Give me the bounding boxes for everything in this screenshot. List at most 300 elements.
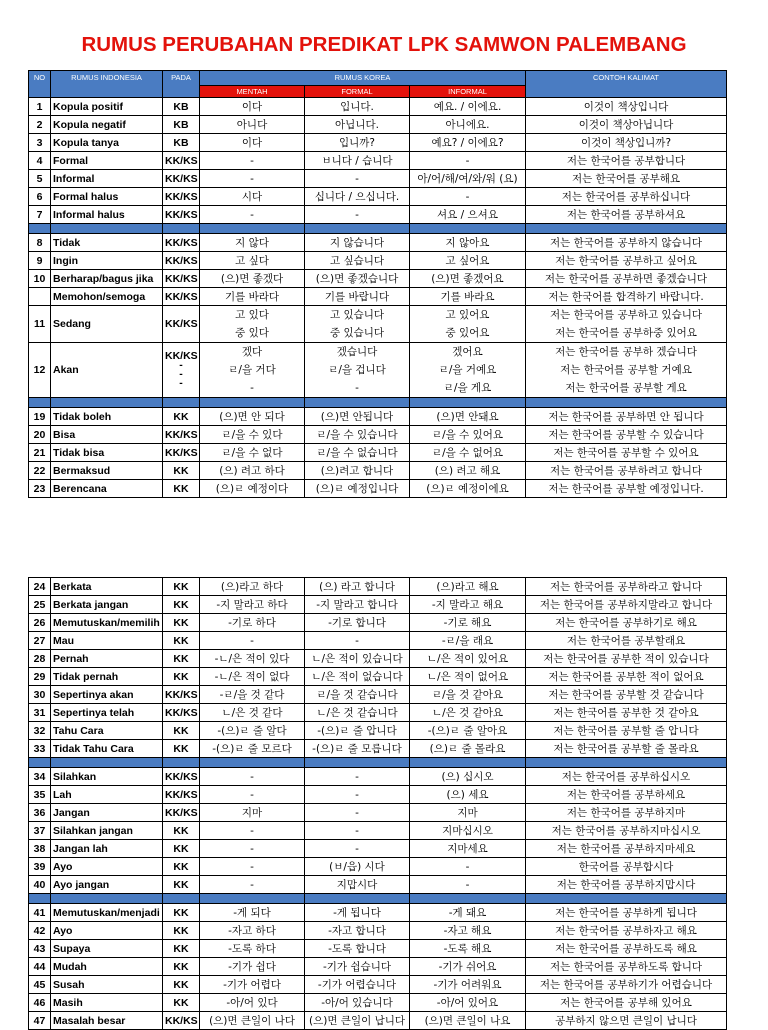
table-row xyxy=(29,426,727,444)
cell-line: ㄹ/을 게요 xyxy=(443,382,492,394)
contoh-kalimat-cell: 저는 한국어를 공부하도록 합니다 xyxy=(526,958,727,976)
mentah-cell: -기로 하다 xyxy=(200,614,305,632)
contoh-kalimat-cell: 저는 한국어를 공부한 적이 있습니다 xyxy=(526,650,727,668)
informal-cell: (으)면 안돼요 xyxy=(410,408,526,426)
mentah-cell: 아니다 xyxy=(200,116,305,134)
rumus-indonesia-cell: Kopula tanya xyxy=(51,134,163,152)
cell-line: 겠습니다 xyxy=(336,346,378,358)
table-row xyxy=(29,116,727,134)
contoh-kalimat-cell: 저는 한국어를 공부하게 됩니다 xyxy=(526,904,727,922)
header-row xyxy=(29,71,727,86)
conversion-table-1 xyxy=(28,70,727,498)
rumus-indonesia-cell: Formal halus xyxy=(51,188,163,206)
rumus-indonesia-cell: Bisa xyxy=(51,426,163,444)
mentah-cell: - xyxy=(200,822,305,840)
table-row xyxy=(29,822,727,840)
separator-cell xyxy=(410,894,526,904)
cell-line: KK/KS xyxy=(165,350,198,362)
rumus-indonesia-cell: Ayo jangan xyxy=(51,876,163,894)
mentah-cell: -지 말라고 하다 xyxy=(200,596,305,614)
row-number: 11 xyxy=(29,306,51,343)
informal-cell: ㄴ/은 적이 없어요 xyxy=(410,668,526,686)
table-row xyxy=(29,288,727,306)
formal-cell: ㅂ니다 / 습니다 xyxy=(305,152,410,170)
cell-line: ㄹ/을 거예요 xyxy=(438,364,497,376)
rumus-indonesia-cell: Supaya xyxy=(51,940,163,958)
informal-cell: 고 싶어요 xyxy=(410,252,526,270)
separator-cell xyxy=(51,758,163,768)
row-number: 44 xyxy=(29,958,51,976)
informal-cell: (으)면 큰일이 나요 xyxy=(410,1012,526,1030)
informal-cell: -(으)ㄹ 줄 알아요 xyxy=(410,722,526,740)
rumus-indonesia-cell: Informal xyxy=(51,170,163,188)
informal-cell: 아니에요. xyxy=(410,116,526,134)
rumus-indonesia-cell: Mudah xyxy=(51,958,163,976)
pada-cell: KK xyxy=(163,614,200,632)
pada-cell: KK/KS xyxy=(163,170,200,188)
contoh-kalimat-cell: 저는 한국어를 공부하셔요 xyxy=(526,206,727,224)
mentah-cell: -ㄴ/은 적이 없다 xyxy=(200,668,305,686)
pada-cell: KK/KS xyxy=(163,426,200,444)
separator-cell xyxy=(163,224,200,234)
table-row xyxy=(29,408,727,426)
pada-cell: KK xyxy=(163,578,200,596)
pada-cell: KK xyxy=(163,940,200,958)
row-number: 3 xyxy=(29,134,51,152)
formal-cell: - xyxy=(305,206,410,224)
mentah-cell: -ㄹ/을 것 같다 xyxy=(200,686,305,704)
formal-cell: - xyxy=(305,632,410,650)
section-separator xyxy=(29,758,727,768)
table-row xyxy=(29,786,727,804)
pada-cell: KK xyxy=(163,858,200,876)
cell-line: 고 있다 xyxy=(235,309,269,321)
informal-cell: (으)ㄹ 예정이에요 xyxy=(410,480,526,498)
mentah-cell: - xyxy=(200,840,305,858)
informal-cell: (으) 세요 xyxy=(410,786,526,804)
pada-cell: KK xyxy=(163,722,200,740)
cell-line: - xyxy=(179,359,183,371)
table-row xyxy=(29,578,727,596)
informal-cell: (으)라고 해요 xyxy=(410,578,526,596)
rumus-indonesia-cell: Ayo xyxy=(51,858,163,876)
formal-cell: (ㅂ/읍) 시다 xyxy=(305,858,410,876)
formal-cell: - xyxy=(305,170,410,188)
table-row xyxy=(29,722,727,740)
pada-cell: KB xyxy=(163,98,200,116)
pada-cell: KK/KS xyxy=(163,188,200,206)
cell-line: - xyxy=(250,382,254,394)
mentah-cell: - xyxy=(200,876,305,894)
cell-line: 저는 한국어를 공부하중 있어요 xyxy=(555,327,697,339)
formal-cell: 입니다. xyxy=(305,98,410,116)
formal-cell: - xyxy=(305,822,410,840)
mentah-cell: (으)라고 하다 xyxy=(200,578,305,596)
table-row xyxy=(29,206,727,224)
formal-cell: - xyxy=(305,840,410,858)
row-number: 39 xyxy=(29,858,51,876)
informal-cell: ㄹ/을 수 없어요 xyxy=(410,444,526,462)
rumus-indonesia-cell: Silahkan jangan xyxy=(51,822,163,840)
mentah-cell: - xyxy=(200,170,305,188)
table-row xyxy=(29,976,727,994)
row-number: 29 xyxy=(29,668,51,686)
row-number: 30 xyxy=(29,686,51,704)
pada-cell: KK/KS xyxy=(163,686,200,704)
separator-cell xyxy=(305,758,410,768)
contoh-kalimat-cell: 저는 한국어를 공부합니다 xyxy=(526,152,727,170)
rumus-indonesia-cell: Jangan lah xyxy=(51,840,163,858)
rumus-indonesia-cell: Sepertinya akan xyxy=(51,686,163,704)
contoh-kalimat-cell: 저는 한국어를 공부할 수 있습니다 xyxy=(526,426,727,444)
row-number: 20 xyxy=(29,426,51,444)
pada-cell: KK xyxy=(163,822,200,840)
pada-cell: KK/KS xyxy=(163,704,200,722)
cell-line: 고 있어요 xyxy=(445,309,490,321)
mentah-cell: 고 싶다 xyxy=(200,252,305,270)
pada-cell: KK xyxy=(163,922,200,940)
pada-cell: KK xyxy=(163,840,200,858)
pada-cell: KK/KS xyxy=(163,1012,200,1030)
row-number xyxy=(29,288,51,306)
table-row xyxy=(29,98,727,116)
rumus-indonesia-cell: Tidak xyxy=(51,234,163,252)
informal-cell: - xyxy=(410,858,526,876)
rumus-indonesia-cell: Akan xyxy=(51,343,163,398)
contoh-kalimat-cell: 저는 한국어를 공부하지마십시오 xyxy=(526,822,727,840)
rumus-indonesia-cell: Memutuskan/memilih xyxy=(51,614,163,632)
formal-cell: (으)면 안됩니다 xyxy=(305,408,410,426)
row-number: 28 xyxy=(29,650,51,668)
row-number: 9 xyxy=(29,252,51,270)
row-number: 37 xyxy=(29,822,51,840)
separator-cell xyxy=(29,224,51,234)
table-row xyxy=(29,686,727,704)
contoh-kalimat-cell: 저는 한국어를 공부할래요 xyxy=(526,632,727,650)
informal-cell: 예요? / 이에요? xyxy=(410,134,526,152)
contoh-kalimat-cell: 저는 한국어를 공부할 수 있어요 xyxy=(526,444,727,462)
formal-cell: (으) 라고 합니다 xyxy=(305,578,410,596)
formal-cell xyxy=(305,306,410,343)
informal-cell: (으) 려고 해요 xyxy=(410,462,526,480)
table-row xyxy=(29,740,727,758)
formal-cell: (으)면 좋겠습니다 xyxy=(305,270,410,288)
cell-line: - xyxy=(179,368,183,380)
rumus-indonesia-cell: Bermaksud xyxy=(51,462,163,480)
table-row xyxy=(29,170,727,188)
pada-cell: KK xyxy=(163,650,200,668)
header-pada: PADA xyxy=(163,71,200,98)
row-number: 25 xyxy=(29,596,51,614)
formal-cell: 기를 바랍니다 xyxy=(305,288,410,306)
formal-cell: (으)려고 합니다 xyxy=(305,462,410,480)
table-row xyxy=(29,840,727,858)
pada-cell: KK xyxy=(163,632,200,650)
pada-cell: KK xyxy=(163,958,200,976)
row-number: 8 xyxy=(29,234,51,252)
row-number: 45 xyxy=(29,976,51,994)
row-number: 31 xyxy=(29,704,51,722)
mentah-cell: - xyxy=(200,786,305,804)
cell-line: 중 있어요 xyxy=(445,327,490,339)
separator-cell xyxy=(29,758,51,768)
mentah-cell: ㄴ/은 것 같다 xyxy=(200,704,305,722)
pada-cell: KK/KS xyxy=(163,152,200,170)
table-row xyxy=(29,922,727,940)
page-title: RUMUS PERUBAHAN PREDIKAT LPK SAMWON PALEMBANG xyxy=(81,33,687,56)
informal-cell: 아/어/해/여/와/워 (요) xyxy=(410,170,526,188)
pada-cell: KK xyxy=(163,904,200,922)
formal-cell: -기로 합니다 xyxy=(305,614,410,632)
header-rumus-korea: RUMUS KOREA xyxy=(200,71,526,86)
pada-cell: KK/KS xyxy=(163,786,200,804)
separator-cell xyxy=(51,398,163,408)
rumus-indonesia-cell: Tahu Cara xyxy=(51,722,163,740)
row-number: 22 xyxy=(29,462,51,480)
separator-cell xyxy=(29,398,51,408)
rumus-indonesia-cell: Lah xyxy=(51,786,163,804)
mentah-cell: 지 않다 xyxy=(200,234,305,252)
row-number: 46 xyxy=(29,994,51,1012)
separator-cell xyxy=(526,894,727,904)
cell-line: 중 있습니다 xyxy=(329,327,385,339)
informal-cell: - xyxy=(410,152,526,170)
informal-cell: -아/어 있어요 xyxy=(410,994,526,1012)
rumus-indonesia-cell: Berkata jangan xyxy=(51,596,163,614)
table-row xyxy=(29,234,727,252)
formal-cell: 입니까? xyxy=(305,134,410,152)
pada-cell: KB xyxy=(163,134,200,152)
separator-cell xyxy=(410,758,526,768)
separator-cell xyxy=(51,894,163,904)
informal-cell: 지 않아요 xyxy=(410,234,526,252)
conversion-table-2 xyxy=(28,577,727,1030)
pada-cell xyxy=(163,343,200,398)
formal-cell: 십니다 / 으십니다. xyxy=(305,188,410,206)
rumus-indonesia-cell: Kopula positif xyxy=(51,98,163,116)
separator-cell xyxy=(305,398,410,408)
row-number: 5 xyxy=(29,170,51,188)
table-row xyxy=(29,134,727,152)
table-row xyxy=(29,940,727,958)
mentah-cell: - xyxy=(200,632,305,650)
formal-cell: ㄴ/은 적이 있습니다 xyxy=(305,650,410,668)
table-row xyxy=(29,343,727,398)
pada-cell: KK/KS xyxy=(163,768,200,786)
table-row xyxy=(29,650,727,668)
informal-cell: -기가 쉬어요 xyxy=(410,958,526,976)
row-number: 38 xyxy=(29,840,51,858)
informal-cell: -도록 해요 xyxy=(410,940,526,958)
row-number: 34 xyxy=(29,768,51,786)
contoh-kalimat-cell: 저는 한국어를 공부하십니다 xyxy=(526,188,727,206)
section-separator xyxy=(29,224,727,234)
mentah-cell: ㄹ/을 수 있다 xyxy=(200,426,305,444)
table-row xyxy=(29,804,727,822)
formal-cell: 고 싶습니다 xyxy=(305,252,410,270)
mentah-cell: -기가 어렵다 xyxy=(200,976,305,994)
formal-cell: ㄹ/을 것 같습니다 xyxy=(305,686,410,704)
contoh-kalimat-cell: 저는 한국어를 공부한 적이 없어요 xyxy=(526,668,727,686)
contoh-kalimat-cell: 저는 한국어를 공부하지말라고 합니다 xyxy=(526,596,727,614)
rumus-indonesia-cell: Kopula negatif xyxy=(51,116,163,134)
contoh-kalimat-cell: 저는 한국어를 공부할 줄 압니다 xyxy=(526,722,727,740)
formal-cell: -자고 합니다 xyxy=(305,922,410,940)
rumus-indonesia-cell: Ayo xyxy=(51,922,163,940)
formal-cell: -(으)ㄹ 줄 압니다 xyxy=(305,722,410,740)
table-row xyxy=(29,876,727,894)
separator-cell xyxy=(51,224,163,234)
row-number: 10 xyxy=(29,270,51,288)
cell-line: 저는 한국어를 공부하고 있습니다 xyxy=(549,309,702,321)
rumus-indonesia-cell: Silahkan xyxy=(51,768,163,786)
contoh-kalimat-cell: 저는 한국어를 공부할 것 같습니다 xyxy=(526,686,727,704)
rumus-indonesia-cell: Pernah xyxy=(51,650,163,668)
formal-cell: -아/어 있습니다 xyxy=(305,994,410,1012)
informal-cell: -기가 어려워요 xyxy=(410,976,526,994)
contoh-kalimat-cell: 저는 한국어를 공부하세요 xyxy=(526,786,727,804)
informal-cell: -자고 해요 xyxy=(410,922,526,940)
formal-cell: (으)면 큰일이 납니다 xyxy=(305,1012,410,1030)
informal-cell: ㄹ/을 것 같아요 xyxy=(410,686,526,704)
rumus-indonesia-cell: Masih xyxy=(51,994,163,1012)
informal-cell: 지마세요 xyxy=(410,840,526,858)
mentah-cell: 이다 xyxy=(200,98,305,116)
row-number: 42 xyxy=(29,922,51,940)
section-separator xyxy=(29,894,727,904)
contoh-kalimat-cell: 공부하지 않으면 큰일이 납니다 xyxy=(526,1012,727,1030)
separator-cell xyxy=(410,224,526,234)
rumus-indonesia-cell: Masalah besar xyxy=(51,1012,163,1030)
row-number: 21 xyxy=(29,444,51,462)
header-informal: INFORMAL xyxy=(410,86,526,98)
mentah-cell xyxy=(200,343,305,398)
pada-cell: KK/KS xyxy=(163,444,200,462)
row-number: 24 xyxy=(29,578,51,596)
formal-cell: (으)ㄹ 예정입니다 xyxy=(305,480,410,498)
formal-cell: ㄴ/은 것 같습니다 xyxy=(305,704,410,722)
row-number: 43 xyxy=(29,940,51,958)
contoh-kalimat-cell: 저는 한국어를 공부하지맙시다 xyxy=(526,876,727,894)
row-number: 36 xyxy=(29,804,51,822)
rumus-indonesia-cell: Susah xyxy=(51,976,163,994)
cell-line: 고 있습니다 xyxy=(329,309,385,321)
row-number: 35 xyxy=(29,786,51,804)
mentah-cell: -아/어 있다 xyxy=(200,994,305,1012)
contoh-kalimat-cell: 이것이 책상아닙니다 xyxy=(526,116,727,134)
cell-line: - xyxy=(179,377,183,389)
informal-cell: 셔요 / 으셔요 xyxy=(410,206,526,224)
formal-cell: - xyxy=(305,786,410,804)
mentah-cell: 이다 xyxy=(200,134,305,152)
contoh-kalimat-cell: 저는 한국어를 공부하려고 합니다 xyxy=(526,462,727,480)
cell-line: 중 있다 xyxy=(235,327,269,339)
cell-line: ㄹ/을 겁니다 xyxy=(328,364,386,376)
informal-cell: -기로 해요 xyxy=(410,614,526,632)
informal-cell: ㄴ/은 것 같아요 xyxy=(410,704,526,722)
rumus-indonesia-cell: Tidak Tahu Cara xyxy=(51,740,163,758)
row-number: 4 xyxy=(29,152,51,170)
mentah-cell: (으) 려고 하다 xyxy=(200,462,305,480)
mentah-cell: -도록 하다 xyxy=(200,940,305,958)
mentah-cell: 시다 xyxy=(200,188,305,206)
contoh-kalimat-cell: 저는 한국어를 공부하십시오 xyxy=(526,768,727,786)
contoh-kalimat-cell: 저는 한국어를 공부하기가 어렵습니다 xyxy=(526,976,727,994)
contoh-kalimat-cell: 저는 한국어를 합격하기 바랍니다. xyxy=(526,288,727,306)
row-number: 6 xyxy=(29,188,51,206)
formal-cell: 아닙니다. xyxy=(305,116,410,134)
pada-cell: KK/KS xyxy=(163,206,200,224)
formal-cell: 지 않습니다 xyxy=(305,234,410,252)
rumus-indonesia-cell: Tidak bisa xyxy=(51,444,163,462)
separator-cell xyxy=(200,758,305,768)
informal-cell: (으)ㄹ 줄 몰라요 xyxy=(410,740,526,758)
mentah-cell: ㄹ/을 수 없다 xyxy=(200,444,305,462)
cell-line: ㄹ/을 거다 xyxy=(228,364,276,376)
pada-cell: KK/KS xyxy=(163,288,200,306)
pada-cell: KB xyxy=(163,116,200,134)
contoh-kalimat-cell: 저는 한국어를 공부하라고 합니다 xyxy=(526,578,727,596)
contoh-kalimat-cell: 한국어를 공부합시다 xyxy=(526,858,727,876)
table-row xyxy=(29,704,727,722)
pada-cell: KK/KS xyxy=(163,306,200,343)
contoh-kalimat-cell: 이것이 책상입니까? xyxy=(526,134,727,152)
rumus-indonesia-cell: Formal xyxy=(51,152,163,170)
rumus-indonesia-cell: Mau xyxy=(51,632,163,650)
cell-line: 저는 한국어를 공부하 겠습니다 xyxy=(555,346,697,358)
row-number: 7 xyxy=(29,206,51,224)
table-row xyxy=(29,858,727,876)
pada-cell: KK/KS xyxy=(163,234,200,252)
table-row xyxy=(29,444,727,462)
pada-cell: KK/KS xyxy=(163,804,200,822)
formal-cell: - xyxy=(305,768,410,786)
separator-cell xyxy=(200,398,305,408)
separator-cell xyxy=(526,224,727,234)
pada-cell: KK xyxy=(163,976,200,994)
contoh-kalimat-cell: 저는 한국어를 공부하면 좋겠습니다 xyxy=(526,270,727,288)
mentah-cell: - xyxy=(200,858,305,876)
table-row xyxy=(29,994,727,1012)
separator-cell xyxy=(526,398,727,408)
informal-cell: -게 돼요 xyxy=(410,904,526,922)
informal-cell: -지 말라고 해요 xyxy=(410,596,526,614)
informal-cell: (으)면 좋겠어요 xyxy=(410,270,526,288)
contoh-kalimat-cell xyxy=(526,343,727,398)
row-number: 27 xyxy=(29,632,51,650)
table-row xyxy=(29,270,727,288)
contoh-kalimat-cell: 저는 한국어를 공부하지 않습니다 xyxy=(526,234,727,252)
row-number: 32 xyxy=(29,722,51,740)
mentah-cell: -기가 쉽다 xyxy=(200,958,305,976)
row-number: 2 xyxy=(29,116,51,134)
table-row xyxy=(29,904,727,922)
contoh-kalimat-cell: 이것이 책상입니다 xyxy=(526,98,727,116)
mentah-cell: (으)면 좋겠다 xyxy=(200,270,305,288)
table-row xyxy=(29,188,727,206)
row-number: 12 xyxy=(29,343,51,398)
mentah-cell: -ㄴ/은 적이 있다 xyxy=(200,650,305,668)
rumus-indonesia-cell: Memohon/semoga xyxy=(51,288,163,306)
informal-cell xyxy=(410,343,526,398)
formal-cell: -기가 어렵습니다 xyxy=(305,976,410,994)
separator-cell xyxy=(200,894,305,904)
row-number: 33 xyxy=(29,740,51,758)
header-rumus-indonesia: RUMUS INDONESIA xyxy=(51,71,163,98)
rumus-indonesia-cell: Tidak pernah xyxy=(51,668,163,686)
formal-cell: -(으)ㄹ 줄 모릅니다 xyxy=(305,740,410,758)
cell-line: 저는 한국어를 공부할 게요 xyxy=(565,382,687,394)
